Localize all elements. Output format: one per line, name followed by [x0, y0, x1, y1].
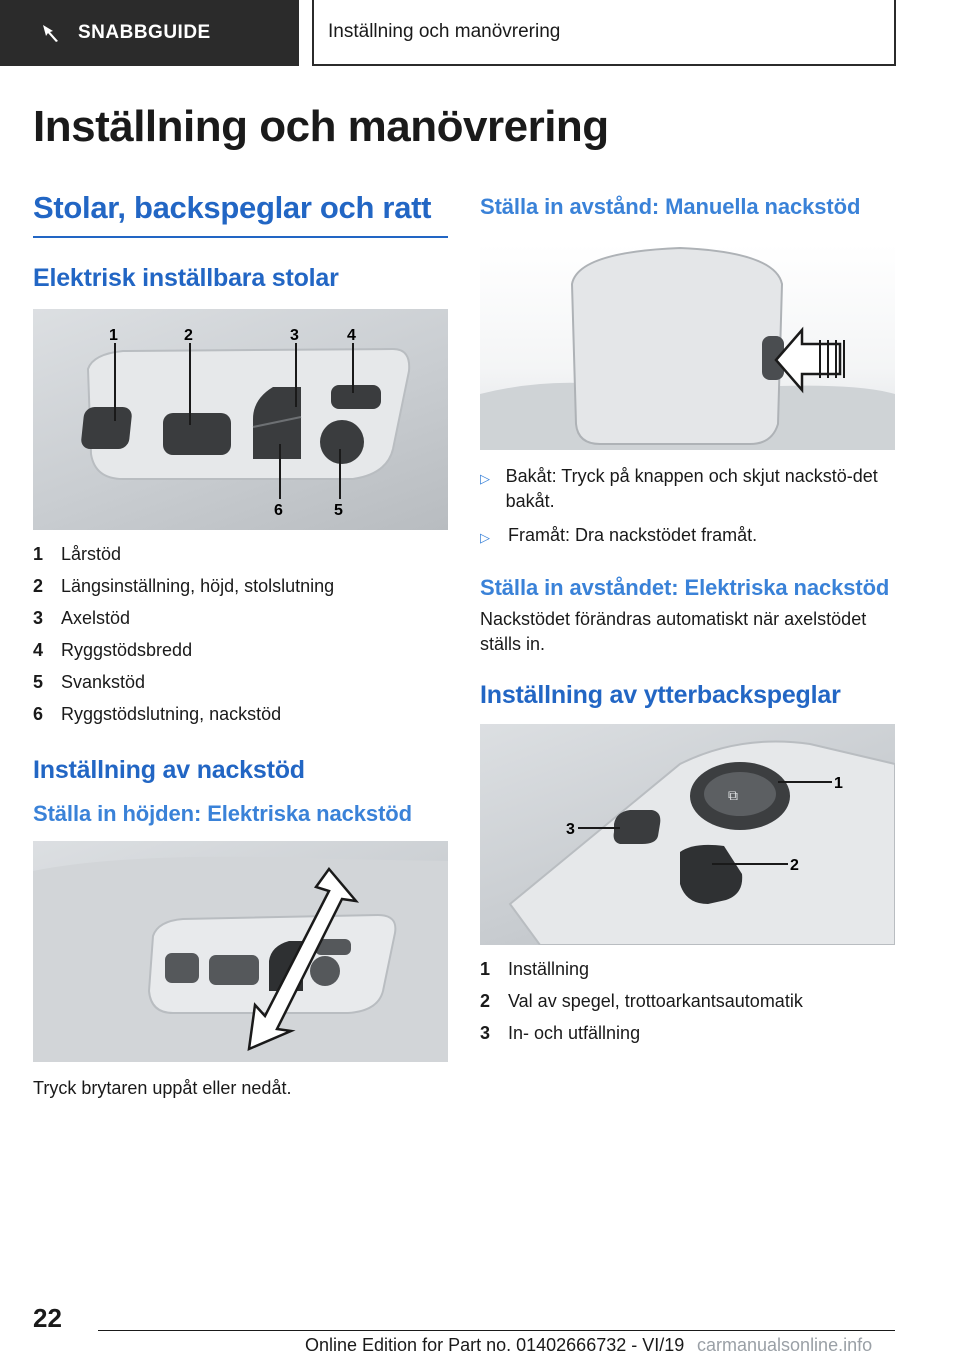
distance-manual-title: Ställa in avstånd: Manuella nackstöd [480, 194, 861, 219]
mirror-title: Inställning av ytterbackspeglar [480, 681, 841, 709]
mirror-callout-2: 2 [790, 857, 799, 874]
svg-text:⧉: ⧉ [728, 788, 738, 804]
bullet-triangle-icon: ▷ [480, 530, 490, 545]
manual-headrest-image [480, 244, 895, 450]
list-item: 6 Ryggstödslutning, nackstöd [33, 703, 282, 724]
callout-1: 1 [109, 327, 118, 344]
headrest-title: Inställning av nackstöd [33, 756, 305, 784]
mirror-controls-image [480, 724, 895, 945]
mirror-legend [480, 953, 895, 1049]
callout-5: 5 [334, 502, 343, 519]
seat-legend [33, 538, 448, 730]
callout-4: 4 [347, 327, 356, 344]
headrest-switch-image [33, 841, 448, 1062]
callout-2: 2 [184, 327, 193, 344]
breadcrumb[interactable]: Inställning och manövrering [312, 0, 896, 66]
right-column [480, 190, 895, 1049]
list-item: 1 Lårstöd [33, 543, 122, 564]
list-item: 4 Ryggstödsbredd [33, 639, 193, 660]
list-item: ▷ Framåt: Dra nackstödet framåt. [480, 523, 895, 550]
height-caption: Tryck brytaren uppåt eller nedåt. [33, 1078, 292, 1098]
distance-bullets [480, 464, 895, 550]
list-item: 3 Axelstöd [33, 607, 131, 628]
list-item: 2 Längsinställning, höjd, stolslutning [33, 575, 335, 596]
mirror-callout-1: 1 [834, 775, 843, 792]
page-number: 22 [33, 1303, 62, 1333]
list-item: ▷ Bakåt: Tryck på knappen och skjut nackstö-det bakåt. [480, 464, 895, 514]
section-title: Stolar, backspeglar och ratt [33, 190, 448, 238]
distance-electric-text: Nackstödet förändras automatiskt när axelstödet ställs in. [480, 609, 867, 654]
seat-controls-image [33, 309, 448, 530]
footer-divider [98, 1330, 895, 1331]
quick-guide-icon [40, 22, 62, 44]
list-item: 2 Val av spegel, trottoarkantsautomatik [480, 990, 803, 1011]
quick-guide-label: SNABBGUIDE [78, 22, 211, 43]
height-title: Ställa in höjden: Elektriska nackstöd [33, 801, 412, 826]
mirror-callout-3: 3 [566, 821, 575, 838]
bullet-triangle-icon: ▷ [480, 471, 490, 486]
subsection-title: Elektrisk inställbara stolar [33, 264, 339, 292]
callout-6: 6 [274, 502, 283, 519]
callout-3: 3 [290, 327, 299, 344]
list-item: 3 In- och utfällning [480, 1022, 641, 1043]
page-title: Inställning och manövrering [33, 102, 609, 151]
distance-electric-title: Ställa in avståndet: Elektriska nackstöd [480, 575, 890, 600]
watermark: carmanualsonline.info [697, 1335, 873, 1355]
quick-guide-tab[interactable] [0, 0, 299, 66]
list-item: 1 Inställning [480, 958, 590, 979]
page-header [0, 0, 960, 66]
left-column [33, 190, 448, 1101]
edition-text: Online Edition for Part no. 01402666732 - VI/19 [305, 1335, 685, 1355]
list-item: 5 Svankstöd [33, 671, 146, 692]
